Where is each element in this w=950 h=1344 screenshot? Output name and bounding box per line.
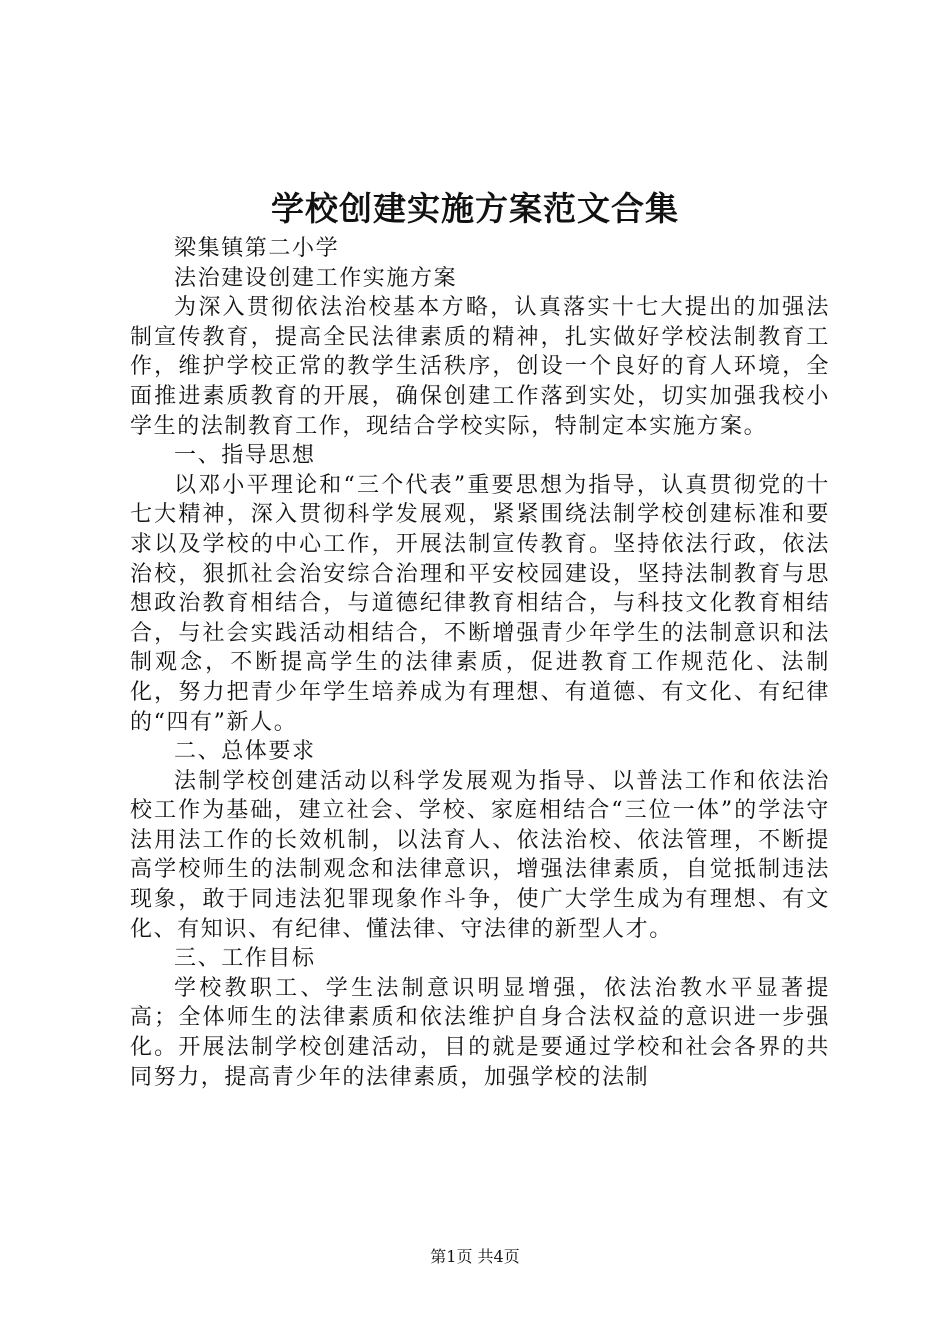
section-heading-work-goals: 三、工作目标: [174, 946, 316, 972]
section-heading-general-requirements: 二、总体要求: [174, 739, 316, 765]
paragraph-plan-title: 法治建设创建工作实施方案: [174, 265, 458, 291]
paragraph-school-name: 梁集镇第二小学: [174, 236, 340, 261]
paragraph-guiding-ideology: 以邓小平理论和“三个代表”重要思想为指导，认真贯彻党的十七大精神，深入贯彻科学发展观，紧紧围绕法制学校创建标准和要求以及学校的中心工作，开展法制宣传教育。坚持依法行政，依法治校，狠抓社会治安综合治理和平安校园建设，坚持法制教育与思想政治教育相结合，与道德纪律教育相结合，与科技文化教育相结合，与社会实践活动相结合，不断增强青少年学生的法制意识和法制观念，不断提高学生的法律素质，促进教育工作规范化、法制化，努力把青少年学生培养成为有理想、有道德、有文化、有纪律的“四有”新人。: [130, 472, 830, 735]
document-body: [130, 234, 830, 1092]
document-title: 学校创建实施方案范文合集: [271, 189, 679, 228]
paragraph-general-requirements: 法制学校创建活动以科学发展观为指导、以普法工作和依法治校工作为基础，建立社会、学校、家庭相结合“三位一体”的学法守法用法工作的长效机制，以法育人、依法治校、依法管理，不断提高学校师生的法制观念和法律意识，增强法律素质，自觉抵制违法现象，敢于同违法犯罪现象作斗争，使广大学生成为有理想、有文化、有知识、有纪律、懂法律、守法律的新型人才。: [130, 768, 830, 942]
paragraph-intro: 为深入贯彻依法治校基本方略，认真落实十七大提出的加强法制宣传教育，提高全民法律素质的精神，扎实做好学校法制教育工作，维护学校正常的教学生活秩序，创设一个良好的育人环境，全面推进素质教育的开展，确保创建工作落到实处，切实加强我校小学生的法制教育工作，现结合学校实际，特制定本实施方案。: [130, 295, 830, 439]
paragraph-work-goals: 学校教职工、学生法制意识明显增强，依法治教水平显著提高；全体师生的法律素质和依法维护自身合法权益的意识进一步强化。开展法制学校创建活动，目的就是要通过学校和社会各界的共同努力，提高青少年的法律素质，加强学校的法制: [130, 975, 830, 1090]
section-heading-guiding-ideology: 一、指导思想: [174, 443, 316, 469]
page-number-footer: 第1页 共4页: [430, 1247, 520, 1266]
